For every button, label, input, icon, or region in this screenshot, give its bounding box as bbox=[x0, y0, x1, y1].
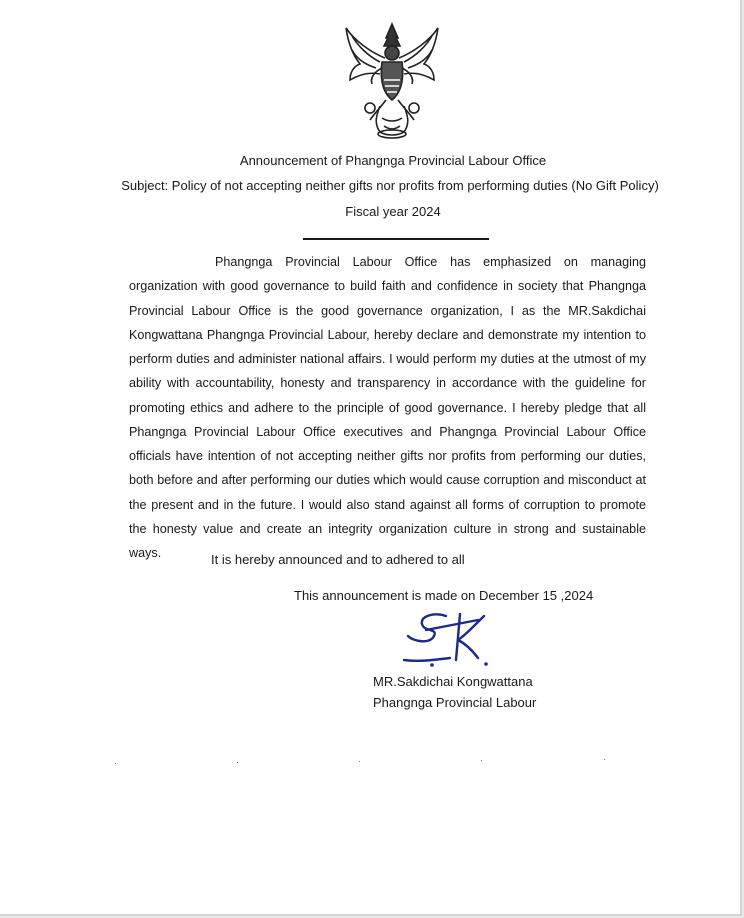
title-divider bbox=[303, 238, 489, 240]
scan-speck bbox=[604, 759, 605, 760]
scan-speck bbox=[359, 761, 360, 762]
scan-speck bbox=[237, 762, 238, 763]
subject-line: Subject: Policy of not accepting neither gifts nor profits from performing duties (No Gift Policy) bbox=[121, 178, 659, 193]
handwritten-signature bbox=[398, 610, 494, 672]
scan-speck bbox=[115, 763, 116, 764]
announcement-date: This announcement is made on December 15 ,2024 bbox=[294, 588, 594, 603]
announcement-title: Announcement of Phangnga Provincial Labour Office bbox=[239, 153, 547, 168]
scan-speck bbox=[481, 760, 482, 761]
fiscal-year: Fiscal year 2024 bbox=[345, 204, 441, 219]
announcement-closing: It is hereby announced and to adhered to all bbox=[211, 552, 465, 567]
signatory-position: Phangnga Provincial Labour bbox=[373, 695, 537, 710]
garuda-emblem-icon bbox=[340, 22, 444, 140]
signatory-name: MR.Sakdichai Kongwattana bbox=[373, 674, 533, 689]
policy-paragraph: Phangnga Provincial Labour Office has emphasized on managing organization with good governance to build faith and confidence in society that Phangnga Provincial Labour Office is the good governance organization, I as the MR.Sakdichai Kongwattana Phangnga Provincial Labour, hereby declare and demonstrate my intention to perform duties and administer national affairs. I would perform my duties at the utmost of my ability with accountability, honesty and transparency in accordance with the guideline for promoting ethics and adhere to the principle of good governance. I hereby pledge that all Phangnga Provincial Labour Office executives and Phangnga Provincial Labour Office officials have intention of not accepting neither gifts nor profits from performing our duties, both before and after performing our duties which would cause corruption and misconduct at the present and in the future. I would also stand against all forms of corruption to promote the honesty value and create an integrity organization culture in strong and sustainable ways. bbox=[129, 255, 646, 560]
